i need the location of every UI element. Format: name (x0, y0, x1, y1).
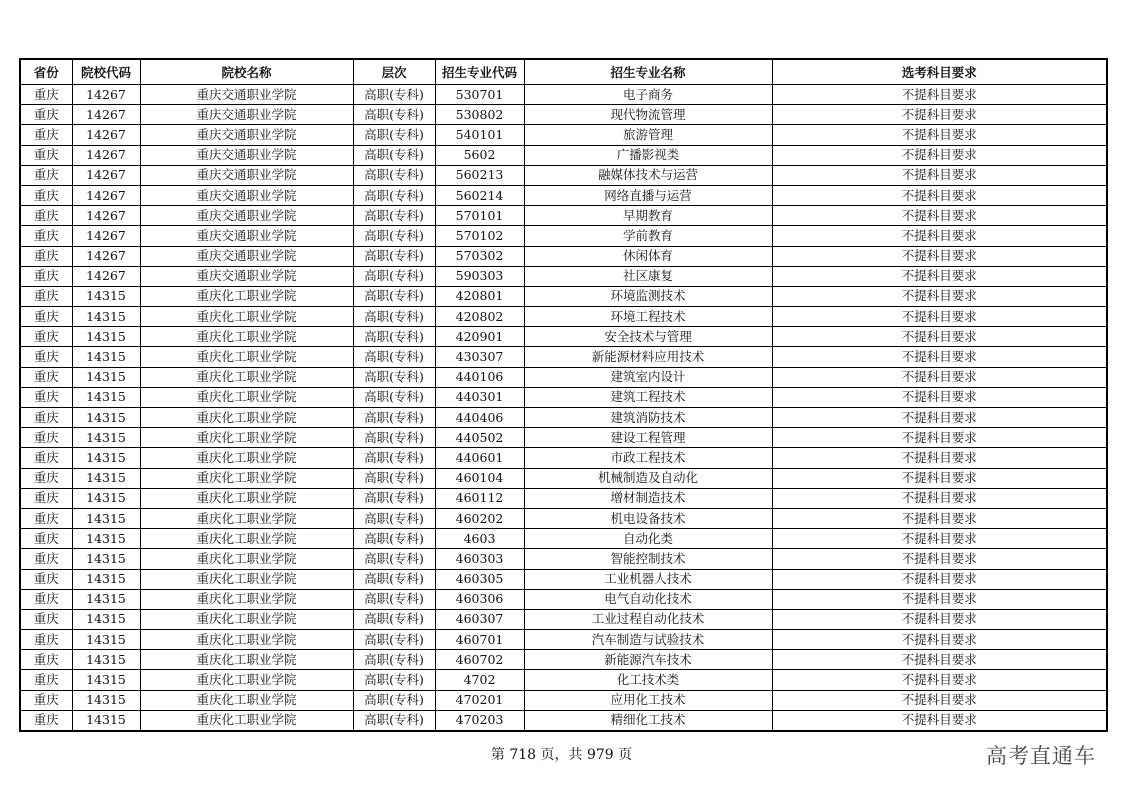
cell-level: 高职(专科) (353, 266, 435, 286)
cell-school-code: 14267 (72, 185, 140, 205)
cell-subject-requirement: 不提科目要求 (772, 408, 1107, 428)
cell-school-name: 重庆化工职业学院 (140, 569, 353, 589)
cell-school-name: 重庆化工职业学院 (140, 710, 353, 731)
cell-province: 重庆 (20, 85, 72, 105)
cell-major-name: 安全技术与管理 (524, 327, 772, 347)
cell-major-code: 570102 (435, 226, 524, 246)
cell-school-code: 14315 (72, 690, 140, 710)
cell-school-code: 14315 (72, 508, 140, 528)
cell-school-name: 重庆化工职业学院 (140, 529, 353, 549)
table-row (20, 165, 1107, 185)
cell-school-code: 14315 (72, 529, 140, 549)
header-major-code: 招生专业代码 (435, 59, 524, 85)
table-row (20, 549, 1107, 569)
cell-level: 高职(专科) (353, 529, 435, 549)
cell-school-name: 重庆化工职业学院 (140, 690, 353, 710)
cell-major-name: 旅游管理 (524, 125, 772, 145)
cell-major-name: 早期教育 (524, 206, 772, 226)
cell-school-name: 重庆化工职业学院 (140, 327, 353, 347)
cell-major-code: 460305 (435, 569, 524, 589)
cell-school-code: 14267 (72, 105, 140, 125)
cell-school-code: 14315 (72, 286, 140, 306)
cell-province: 重庆 (20, 246, 72, 266)
cell-school-name: 重庆化工职业学院 (140, 488, 353, 508)
cell-school-code: 14315 (72, 428, 140, 448)
table-row (20, 246, 1107, 266)
cell-major-code: 460307 (435, 609, 524, 629)
cell-major-code: 460702 (435, 650, 524, 670)
cell-major-name: 现代物流管理 (524, 105, 772, 125)
cell-level: 高职(专科) (353, 710, 435, 731)
cell-school-code: 14267 (72, 266, 140, 286)
cell-subject-requirement: 不提科目要求 (772, 125, 1107, 145)
cell-school-code: 14267 (72, 125, 140, 145)
cell-subject-requirement: 不提科目要求 (772, 508, 1107, 528)
cell-subject-requirement: 不提科目要求 (772, 327, 1107, 347)
cell-school-name: 重庆交通职业学院 (140, 185, 353, 205)
table-row (20, 428, 1107, 448)
cell-subject-requirement: 不提科目要求 (772, 226, 1107, 246)
cell-school-name: 重庆交通职业学院 (140, 246, 353, 266)
cell-school-name: 重庆交通职业学院 (140, 206, 353, 226)
table-row (20, 185, 1107, 205)
cell-subject-requirement: 不提科目要求 (772, 569, 1107, 589)
cell-subject-requirement: 不提科目要求 (772, 105, 1107, 125)
cell-major-code: 460303 (435, 549, 524, 569)
cell-major-name: 汽车制造与试验技术 (524, 630, 772, 650)
cell-major-code: 560213 (435, 165, 524, 185)
cell-school-code: 14315 (72, 347, 140, 367)
cell-major-code: 440502 (435, 428, 524, 448)
cell-subject-requirement: 不提科目要求 (772, 85, 1107, 105)
table-row (20, 569, 1107, 589)
header-school-name: 院校名称 (140, 59, 353, 85)
cell-major-name: 工业机器人技术 (524, 569, 772, 589)
cell-school-name: 重庆化工职业学院 (140, 428, 353, 448)
cell-province: 重庆 (20, 630, 72, 650)
cell-province: 重庆 (20, 307, 72, 327)
cell-subject-requirement: 不提科目要求 (772, 387, 1107, 407)
table-row (20, 347, 1107, 367)
cell-province: 重庆 (20, 105, 72, 125)
cell-major-code: 420901 (435, 327, 524, 347)
cell-subject-requirement: 不提科目要求 (772, 589, 1107, 609)
cell-major-name: 工业过程自动化技术 (524, 609, 772, 629)
cell-major-code: 4603 (435, 529, 524, 549)
cell-school-name: 重庆化工职业学院 (140, 408, 353, 428)
cell-major-name: 社区康复 (524, 266, 772, 286)
cell-province: 重庆 (20, 670, 72, 690)
header-level: 层次 (353, 59, 435, 85)
cell-school-name: 重庆交通职业学院 (140, 226, 353, 246)
table-row (20, 367, 1107, 387)
cell-subject-requirement: 不提科目要求 (772, 549, 1107, 569)
cell-level: 高职(专科) (353, 468, 435, 488)
cell-subject-requirement: 不提科目要求 (772, 367, 1107, 387)
cell-school-name: 重庆化工职业学院 (140, 508, 353, 528)
cell-subject-requirement: 不提科目要求 (772, 266, 1107, 286)
watermark-logo-text: 高考直通车 (986, 744, 1096, 768)
cell-school-code: 14315 (72, 710, 140, 731)
cell-major-name: 精细化工技术 (524, 710, 772, 731)
table-row (20, 650, 1107, 670)
cell-subject-requirement: 不提科目要求 (772, 488, 1107, 508)
cell-major-name: 融媒体技术与运营 (524, 165, 772, 185)
cell-major-name: 建筑消防技术 (524, 408, 772, 428)
cell-school-name: 重庆交通职业学院 (140, 266, 353, 286)
cell-province: 重庆 (20, 367, 72, 387)
cell-subject-requirement: 不提科目要求 (772, 529, 1107, 549)
cell-subject-requirement: 不提科目要求 (772, 165, 1107, 185)
cell-school-name: 重庆化工职业学院 (140, 387, 353, 407)
cell-province: 重庆 (20, 428, 72, 448)
cell-school-code: 14267 (72, 206, 140, 226)
cell-major-name: 新能源汽车技术 (524, 650, 772, 670)
cell-major-code: 440601 (435, 448, 524, 468)
cell-major-code: 440406 (435, 408, 524, 428)
cell-level: 高职(专科) (353, 145, 435, 165)
table-row (20, 226, 1107, 246)
table-row (20, 85, 1107, 105)
cell-major-code: 530802 (435, 105, 524, 125)
cell-level: 高职(专科) (353, 387, 435, 407)
header-major-name: 招生专业名称 (524, 59, 772, 85)
cell-level: 高职(专科) (353, 589, 435, 609)
cell-level: 高职(专科) (353, 508, 435, 528)
table-row (20, 307, 1107, 327)
cell-major-name: 建筑室内设计 (524, 367, 772, 387)
cell-major-name: 网络直播与运营 (524, 185, 772, 205)
cell-province: 重庆 (20, 529, 72, 549)
cell-subject-requirement: 不提科目要求 (772, 690, 1107, 710)
cell-school-code: 14267 (72, 226, 140, 246)
cell-level: 高职(专科) (353, 609, 435, 629)
cell-province: 重庆 (20, 589, 72, 609)
cell-school-name: 重庆化工职业学院 (140, 589, 353, 609)
cell-level: 高职(专科) (353, 125, 435, 145)
cell-subject-requirement: 不提科目要求 (772, 286, 1107, 306)
cell-school-code: 14315 (72, 549, 140, 569)
table-row (20, 468, 1107, 488)
cell-school-code: 14315 (72, 468, 140, 488)
cell-subject-requirement: 不提科目要求 (772, 246, 1107, 266)
cell-level: 高职(专科) (353, 327, 435, 347)
cell-major-name: 机电设备技术 (524, 508, 772, 528)
cell-school-name: 重庆化工职业学院 (140, 468, 353, 488)
cell-major-code: 460701 (435, 630, 524, 650)
cell-school-code: 14315 (72, 448, 140, 468)
table-row (20, 286, 1107, 306)
cell-subject-requirement: 不提科目要求 (772, 448, 1107, 468)
table-header-row (20, 59, 1107, 85)
cell-province: 重庆 (20, 710, 72, 731)
cell-province: 重庆 (20, 569, 72, 589)
cell-province: 重庆 (20, 266, 72, 286)
cell-level: 高职(专科) (353, 347, 435, 367)
cell-school-name: 重庆化工职业学院 (140, 670, 353, 690)
cell-province: 重庆 (20, 387, 72, 407)
cell-level: 高职(专科) (353, 488, 435, 508)
cell-school-name: 重庆交通职业学院 (140, 105, 353, 125)
cell-province: 重庆 (20, 327, 72, 347)
cell-school-name: 重庆化工职业学院 (140, 630, 353, 650)
cell-school-code: 14315 (72, 630, 140, 650)
table-row (20, 488, 1107, 508)
cell-subject-requirement: 不提科目要求 (772, 206, 1107, 226)
cell-level: 高职(专科) (353, 246, 435, 266)
cell-school-name: 重庆交通职业学院 (140, 165, 353, 185)
cell-school-code: 14315 (72, 589, 140, 609)
cell-school-code: 14315 (72, 670, 140, 690)
cell-major-code: 440106 (435, 367, 524, 387)
cell-school-name: 重庆化工职业学院 (140, 448, 353, 468)
cell-province: 重庆 (20, 206, 72, 226)
cell-province: 重庆 (20, 448, 72, 468)
cell-school-code: 14267 (72, 165, 140, 185)
cell-province: 重庆 (20, 609, 72, 629)
cell-province: 重庆 (20, 549, 72, 569)
cell-level: 高职(专科) (353, 105, 435, 125)
cell-school-code: 14267 (72, 85, 140, 105)
cell-school-code: 14315 (72, 408, 140, 428)
cell-major-code: 4702 (435, 670, 524, 690)
cell-level: 高职(专科) (353, 690, 435, 710)
cell-province: 重庆 (20, 650, 72, 670)
table-row (20, 206, 1107, 226)
cell-major-name: 环境工程技术 (524, 307, 772, 327)
cell-level: 高职(专科) (353, 448, 435, 468)
cell-school-code: 14315 (72, 367, 140, 387)
cell-major-code: 470203 (435, 710, 524, 731)
cell-major-code: 460112 (435, 488, 524, 508)
cell-major-name: 休闲体育 (524, 246, 772, 266)
cell-subject-requirement: 不提科目要求 (772, 468, 1107, 488)
cell-major-name: 智能控制技术 (524, 549, 772, 569)
cell-major-code: 460306 (435, 589, 524, 609)
cell-school-code: 14315 (72, 387, 140, 407)
table-row (20, 670, 1107, 690)
table-row (20, 125, 1107, 145)
cell-level: 高职(专科) (353, 569, 435, 589)
cell-major-code: 440301 (435, 387, 524, 407)
table-row (20, 609, 1107, 629)
cell-province: 重庆 (20, 488, 72, 508)
cell-major-name: 化工技术类 (524, 670, 772, 690)
cell-province: 重庆 (20, 468, 72, 488)
cell-major-code: 530701 (435, 85, 524, 105)
cell-province: 重庆 (20, 408, 72, 428)
cell-level: 高职(专科) (353, 650, 435, 670)
cell-province: 重庆 (20, 125, 72, 145)
header-school-code: 院校代码 (72, 59, 140, 85)
cell-province: 重庆 (20, 185, 72, 205)
cell-school-code: 14315 (72, 307, 140, 327)
cell-subject-requirement: 不提科目要求 (772, 710, 1107, 731)
cell-major-code: 420801 (435, 286, 524, 306)
cell-school-name: 重庆化工职业学院 (140, 650, 353, 670)
cell-province: 重庆 (20, 286, 72, 306)
cell-school-code: 14315 (72, 488, 140, 508)
table-row (20, 630, 1107, 650)
page-number: 第 718 页，共 979 页 (490, 747, 633, 763)
cell-school-name: 重庆化工职业学院 (140, 307, 353, 327)
table-body (20, 85, 1107, 732)
cell-major-code: 460104 (435, 468, 524, 488)
cell-level: 高职(专科) (353, 286, 435, 306)
table-row (20, 408, 1107, 428)
cell-level: 高职(专科) (353, 428, 435, 448)
cell-province: 重庆 (20, 508, 72, 528)
table-row (20, 690, 1107, 710)
cell-subject-requirement: 不提科目要求 (772, 145, 1107, 165)
cell-level: 高职(专科) (353, 408, 435, 428)
cell-major-code: 5602 (435, 145, 524, 165)
cell-level: 高职(专科) (353, 226, 435, 246)
cell-level: 高职(专科) (353, 85, 435, 105)
table-row (20, 710, 1107, 731)
header-province: 省份 (20, 59, 72, 85)
cell-level: 高职(专科) (353, 549, 435, 569)
cell-major-code: 570302 (435, 246, 524, 266)
cell-major-name: 学前教育 (524, 226, 772, 246)
cell-subject-requirement: 不提科目要求 (772, 630, 1107, 650)
cell-major-code: 460202 (435, 508, 524, 528)
cell-major-code: 430307 (435, 347, 524, 367)
table-row (20, 387, 1107, 407)
table-row (20, 327, 1107, 347)
table-row (20, 589, 1107, 609)
cell-level: 高职(专科) (353, 367, 435, 387)
cell-school-name: 重庆化工职业学院 (140, 367, 353, 387)
cell-subject-requirement: 不提科目要求 (772, 670, 1107, 690)
header-subject-requirement: 选考科目要求 (772, 59, 1107, 85)
table-row (20, 529, 1107, 549)
table-row (20, 105, 1107, 125)
table-row (20, 266, 1107, 286)
cell-subject-requirement: 不提科目要求 (772, 307, 1107, 327)
cell-subject-requirement: 不提科目要求 (772, 650, 1107, 670)
cell-province: 重庆 (20, 690, 72, 710)
admission-table (19, 58, 1108, 732)
cell-major-name: 新能源材料应用技术 (524, 347, 772, 367)
cell-level: 高职(专科) (353, 670, 435, 690)
cell-school-name: 重庆化工职业学院 (140, 609, 353, 629)
cell-school-code: 14267 (72, 145, 140, 165)
cell-level: 高职(专科) (353, 185, 435, 205)
cell-school-code: 14315 (72, 327, 140, 347)
cell-subject-requirement: 不提科目要求 (772, 609, 1107, 629)
cell-level: 高职(专科) (353, 307, 435, 327)
cell-subject-requirement: 不提科目要求 (772, 185, 1107, 205)
table-row (20, 448, 1107, 468)
cell-major-name: 电子商务 (524, 85, 772, 105)
cell-major-code: 540101 (435, 125, 524, 145)
cell-major-name: 建设工程管理 (524, 428, 772, 448)
cell-school-code: 14315 (72, 569, 140, 589)
cell-major-name: 自动化类 (524, 529, 772, 549)
cell-school-code: 14267 (72, 246, 140, 266)
cell-major-name: 应用化工技术 (524, 690, 772, 710)
cell-major-name: 机械制造及自动化 (524, 468, 772, 488)
cell-school-name: 重庆交通职业学院 (140, 145, 353, 165)
cell-major-code: 470201 (435, 690, 524, 710)
cell-major-code: 570101 (435, 206, 524, 226)
cell-school-name: 重庆交通职业学院 (140, 125, 353, 145)
cell-school-name: 重庆交通职业学院 (140, 85, 353, 105)
cell-major-code: 590303 (435, 266, 524, 286)
cell-major-code: 420802 (435, 307, 524, 327)
cell-school-name: 重庆化工职业学院 (140, 347, 353, 367)
cell-major-name: 增材制造技术 (524, 488, 772, 508)
table-row (20, 145, 1107, 165)
cell-subject-requirement: 不提科目要求 (772, 428, 1107, 448)
table-row (20, 508, 1107, 528)
cell-level: 高职(专科) (353, 630, 435, 650)
cell-province: 重庆 (20, 226, 72, 246)
cell-school-name: 重庆化工职业学院 (140, 286, 353, 306)
cell-province: 重庆 (20, 165, 72, 185)
cell-province: 重庆 (20, 347, 72, 367)
cell-school-code: 14315 (72, 609, 140, 629)
cell-school-code: 14315 (72, 650, 140, 670)
cell-subject-requirement: 不提科目要求 (772, 347, 1107, 367)
cell-major-name: 电气自动化技术 (524, 589, 772, 609)
cell-province: 重庆 (20, 145, 72, 165)
cell-school-name: 重庆化工职业学院 (140, 549, 353, 569)
cell-major-code: 560214 (435, 185, 524, 205)
cell-level: 高职(专科) (353, 206, 435, 226)
cell-major-name: 建筑工程技术 (524, 387, 772, 407)
cell-level: 高职(专科) (353, 165, 435, 185)
cell-major-name: 广播影视类 (524, 145, 772, 165)
cell-major-name: 环境监测技术 (524, 286, 772, 306)
cell-major-name: 市政工程技术 (524, 448, 772, 468)
